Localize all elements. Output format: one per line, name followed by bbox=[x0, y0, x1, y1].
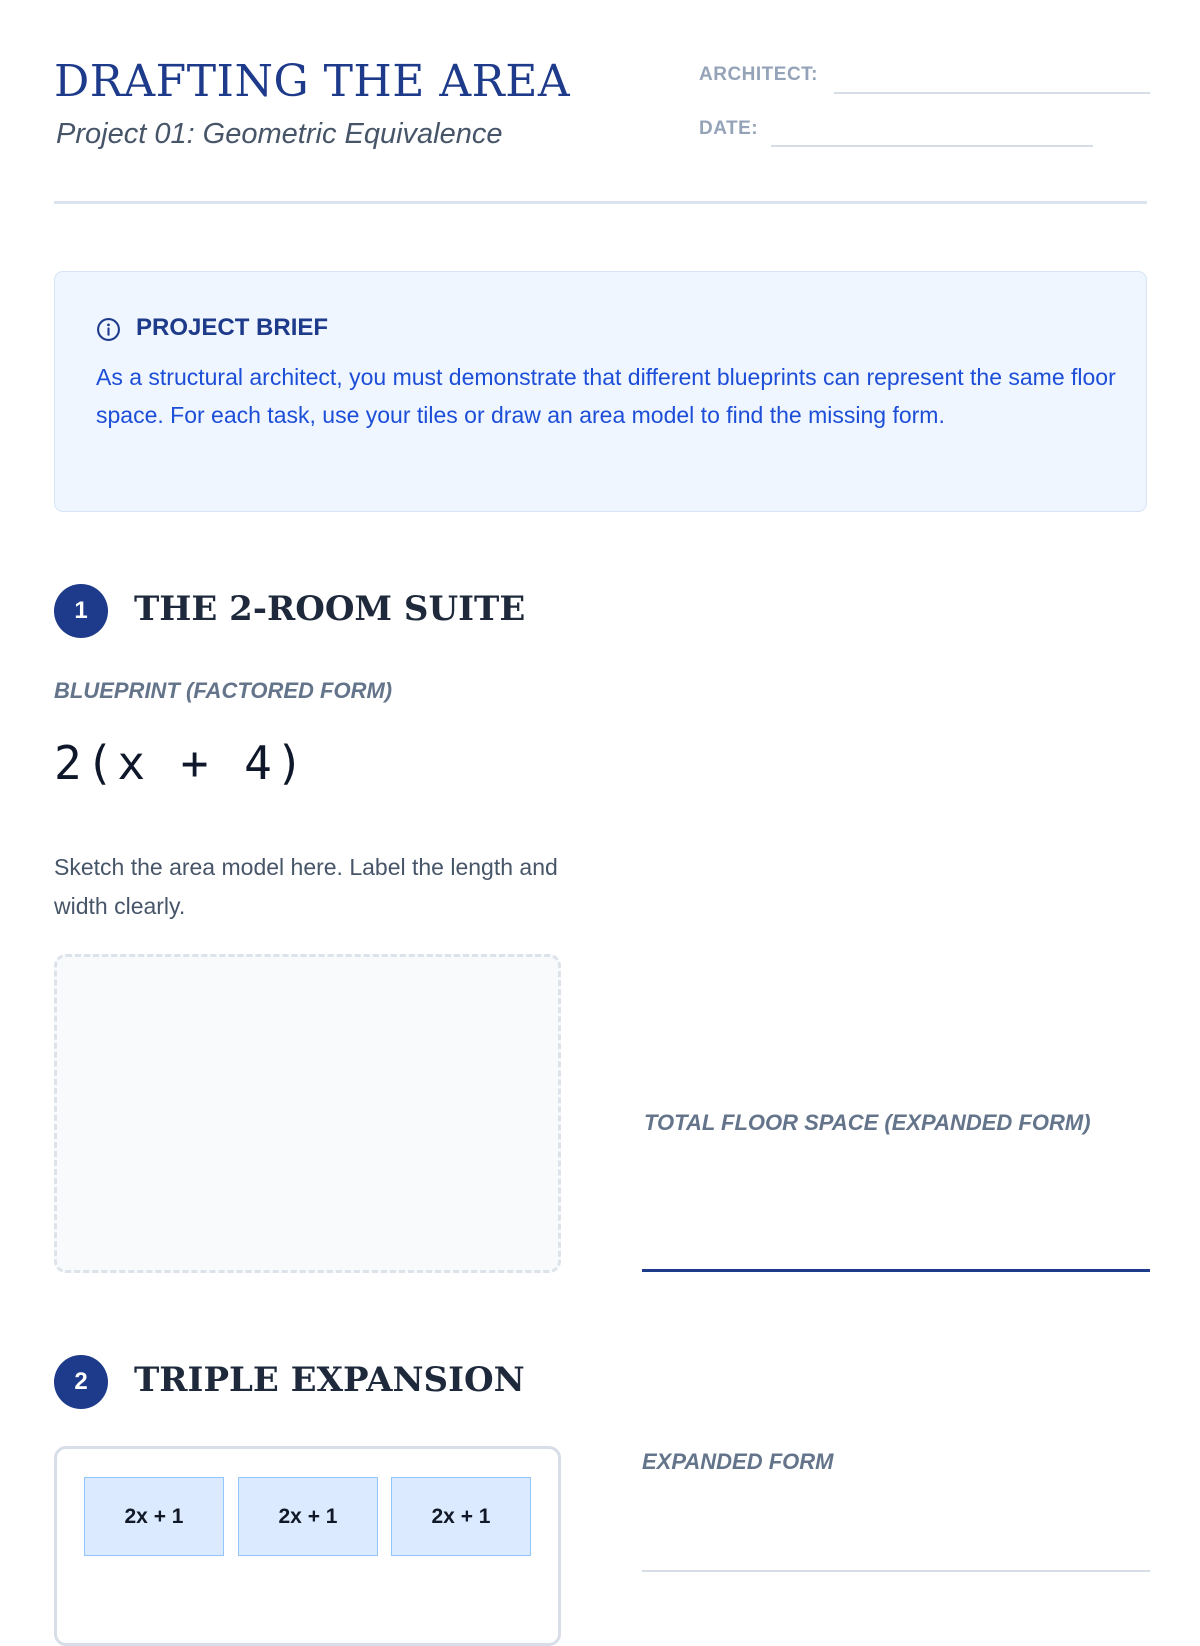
sketch-instructions: Sketch the area model here. Label the length and width clearly. bbox=[54, 854, 558, 919]
total-floor-space-label: TOTAL FLOOR SPACE (EXPANDED FORM) bbox=[644, 1110, 1091, 1135]
blueprint-label: BLUEPRINT (FACTORED FORM) bbox=[54, 678, 393, 703]
factored-expression: 2(x + 4) bbox=[54, 736, 308, 790]
section-1-number-badge: 1 bbox=[54, 584, 108, 638]
section-1-title: THE 2-ROOM SUITE bbox=[134, 589, 526, 629]
project-brief-heading: PROJECT BRIEF bbox=[136, 314, 329, 341]
algebra-tile: 2x + 1 bbox=[84, 1477, 224, 1556]
date-field[interactable] bbox=[771, 145, 1093, 147]
date-label: DATE: bbox=[699, 118, 759, 139]
section-2-title: TRIPLE EXPANSION bbox=[134, 1360, 525, 1400]
header-divider bbox=[54, 201, 1147, 204]
architect-field[interactable] bbox=[834, 92, 1150, 94]
section-2-number-badge: 2 bbox=[54, 1355, 108, 1409]
expanded-form-label: EXPANDED FORM bbox=[642, 1449, 834, 1474]
sketch-area[interactable] bbox=[54, 954, 561, 1273]
page-title: DRAFTING THE AREA bbox=[54, 56, 571, 107]
expanded-form-answer-line-1[interactable] bbox=[642, 1269, 1150, 1272]
page-subtitle: Project 01: Geometric Equivalence bbox=[56, 118, 503, 150]
algebra-tile: 2x + 1 bbox=[238, 1477, 378, 1556]
expanded-form-answer-line-2[interactable] bbox=[642, 1570, 1150, 1572]
algebra-tile: 2x + 1 bbox=[391, 1477, 531, 1556]
info-icon bbox=[96, 317, 121, 342]
project-brief-text: As a structural architect, you must demonstrate that different blueprints can represent the same floor space. For each task, use your tiles or draw an area model to find the missing form. bbox=[96, 364, 1116, 428]
architect-label: ARCHITECT: bbox=[699, 64, 818, 85]
